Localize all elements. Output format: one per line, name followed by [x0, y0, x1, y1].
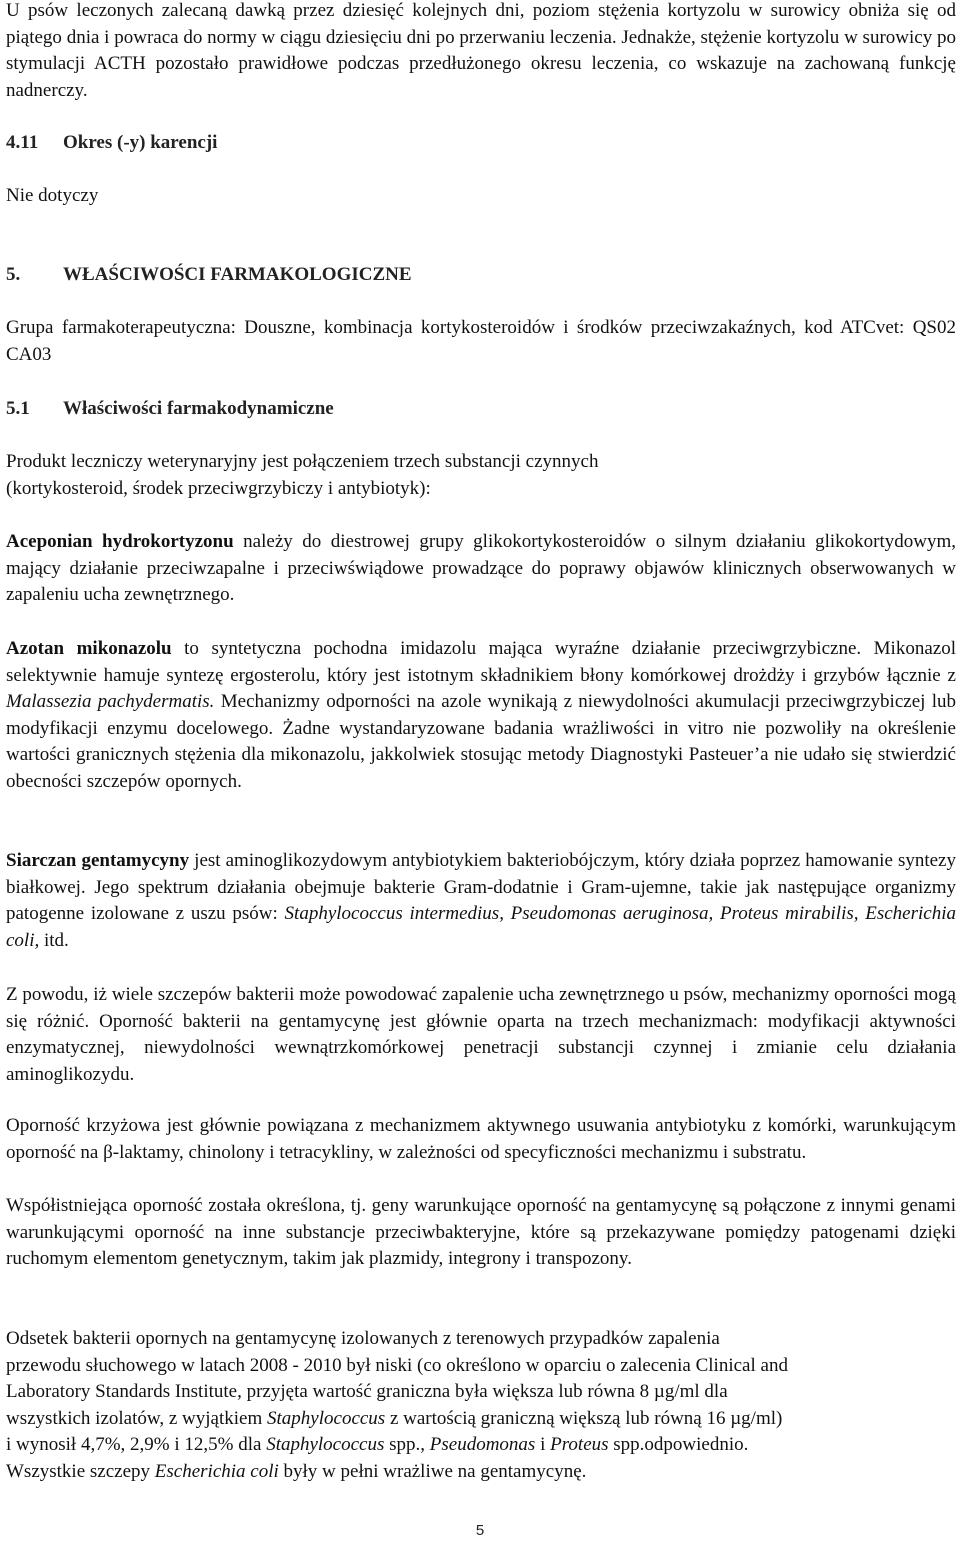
- substance-name: Aceponian hydrokortyzonu: [6, 531, 234, 552]
- paragraph-line: [6, 1432, 956, 1459]
- section-title: Właściwości farmakodynamiczne: [63, 398, 334, 419]
- section-title: Okres (-y) karencji: [63, 132, 218, 153]
- paragraph-text: były w pełni wrażliwe na gentamycynę.: [278, 1460, 587, 1482]
- substance-name: Azotan mikonazolu: [6, 638, 172, 659]
- paragraph-text: spp.,: [384, 1434, 430, 1455]
- paragraph-line: (kortykosteroid, środek przeciwgrzybiczy i antybiotyk):: [6, 477, 431, 499]
- paragraph-aceponian: [6, 529, 956, 609]
- page-number: 5: [475, 1522, 485, 1539]
- paragraph-text: i wynosił 4,7%, 2,9% i 12,5% dla: [6, 1434, 267, 1455]
- paragraph-text: z wartością graniczną większą lub równą 16 µg/ml): [385, 1407, 783, 1429]
- paragraph-text: itd.: [39, 929, 69, 951]
- species-name: Staphylococcus: [266, 1434, 385, 1455]
- paragraph-wspolistniejaca: Współistniejąca oporność została określona, tj. geny warunkujące oporność na gentamycynę są połączone z innymi genami warunkującymi oporność na inne substancje przeciwbakteryjne, które są przekazywane pomiędzy patogenami dzięki ruchomym elementom genetycznym, takim jak plazmidy, integrony i transpozony.: [6, 1195, 956, 1269]
- species-name: Escherichia coli: [154, 1460, 279, 1482]
- paragraph-z-powodu: Z powodu, iż wiele szczepów bakterii może powodować zapalenie ucha zewnętrznego u psów, mechanizmy oporności mogą się różnić. Oporność bakterii na gentamycynę jest głównie oparta na trzech mechanizmach: modyfikacji aktywności enzymatycznej, niewydolności wewnątrzkomórkowej penetracji substancji czynnej i zmianie celu działania aminoglikozydu.: [6, 984, 956, 1085]
- species-names: Staphylococcus intermedius, Pseudomonas aeruginosa, Proteus mirabilis, Escherichia coli,: [6, 903, 956, 951]
- paragraph-line: [6, 1459, 956, 1486]
- section-title: WŁAŚCIWOŚCI FARMAKOLOGICZNE: [63, 264, 412, 285]
- paragraph-text: to syntetyczna pochodna imidazolu mająca wyraźne działanie przeciwgrzybiczne. Mikonazol selektywnie hamuje syntezę ergosterolu, który jest istotnym składnikiem błony komórkowej drożdży i grzybów łącznie z: [6, 638, 956, 686]
- paragraph-text: spp.odpowiednio.: [608, 1434, 749, 1455]
- paragraph-siarczan: [6, 848, 956, 954]
- paragraph-produkt: [6, 449, 956, 502]
- species-name: Pseudomonas: [429, 1434, 536, 1455]
- paragraph-text: i: [535, 1434, 551, 1455]
- paragraph-nie-dotyczy: Nie dotyczy: [6, 185, 99, 206]
- section-heading-4-11: [6, 130, 217, 157]
- species-name: Proteus: [550, 1434, 609, 1455]
- paragraph-text: wszystkich izolatów, z wyjątkiem: [6, 1407, 268, 1429]
- paragraph-line: Laboratory Standards Institute, przyjęta wartość graniczna była większa lub równa 8 µg/ml dla: [6, 1381, 728, 1402]
- section-heading-5: [6, 262, 412, 289]
- section-number: 5.1: [6, 398, 30, 419]
- section-number: 5.: [6, 264, 21, 285]
- paragraph-line: Produkt leczniczy weterynaryjny jest połączeniem trzech substancji czynnych: [6, 451, 599, 472]
- section-number: 4.11: [6, 132, 39, 153]
- species-name: Malassezia pachydermatis.: [6, 691, 215, 712]
- paragraph-text: Wszystkie szczepy: [6, 1460, 155, 1482]
- paragraph-text: należy do diestrowej grupy glikokortykosteroidów o silnym działaniu glikokortydowym, mający działanie przeciwzapalne i przeciwświądowe prowadzące do poprawy objawów klinicznych obserwowanych w zapaleniu ucha zewnętrznego.: [6, 531, 957, 605]
- species-name: Staphylococcus: [267, 1407, 386, 1429]
- paragraph-intro: U psów leczonych zalecaną dawką przez dziesięć kolejnych dni, poziom stężenia kortyzolu w surowicy obniża się od piątego dnia i powraca do normy w ciągu dziesięciu dni po przerwaniu leczenia. Jednakże, stężenie kortyzolu w surowicy po stymulacji ACTH pozostało prawidłowe podczas przedłużonego okresu leczenia, co wskazuje na zachowaną funkcję nadnerczy.: [6, 0, 956, 101]
- section-heading-5-1: [6, 396, 334, 423]
- paragraph-grupa: Grupa farmakoterapeutyczna: Douszne, kombinacja kortykosteroidów i środków przeciwzakaźnych, kod ATCvet: QS02 CA03: [6, 317, 956, 365]
- paragraph-text: jest aminoglikozydowym antybiotykiem bakteriobójczym, który działa poprzez hamowanie syntezy białkowej. Jego spektrum działania obejmuje bakterie Gram-dodatnie i Gram-ujemne, takie jak następujące organizmy patogenne izolowane z uszu psów:: [6, 850, 956, 924]
- paragraph-line: przewodu słuchowego w latach 2008 - 2010 był niski (co określono w oparciu o zalecenia Clinical and: [6, 1354, 788, 1376]
- paragraph-line: [6, 1406, 956, 1433]
- paragraph-azotan: [6, 636, 956, 795]
- paragraph-odsetek: [6, 1326, 956, 1485]
- paragraph-opornosc-krzyzowa: Oporność krzyżowa jest głównie powiązana z mechanizmem aktywnego usuwania antybiotyku z komórki, warunkującym oporność na β-laktamy, chinolony i tetracykliny, w zależności od specyficzności mechanizmu i substratu.: [6, 1115, 956, 1163]
- substance-name: Siarczan gentamycyny: [6, 850, 190, 871]
- paragraph-text: Mechanizmy odporności na azole wynikają z niewydolności akumulacji przeciwgrzybiczej lub modyfikacji enzymu docelowego. Żadne wystandaryzowane badania wrażliwości in vitro nie pozwoliły na określenie wartości granicznych stężenia dla mikonazolu, jakkolwiek stosując metody Diagnostyki Pasteuer’a nie udało się stwierdzić obecności szczepów opornych.: [6, 691, 956, 792]
- paragraph-line: Odsetek bakterii opornych na gentamycynę izolowanych z terenowych przypadków zapalenia: [6, 1328, 720, 1349]
